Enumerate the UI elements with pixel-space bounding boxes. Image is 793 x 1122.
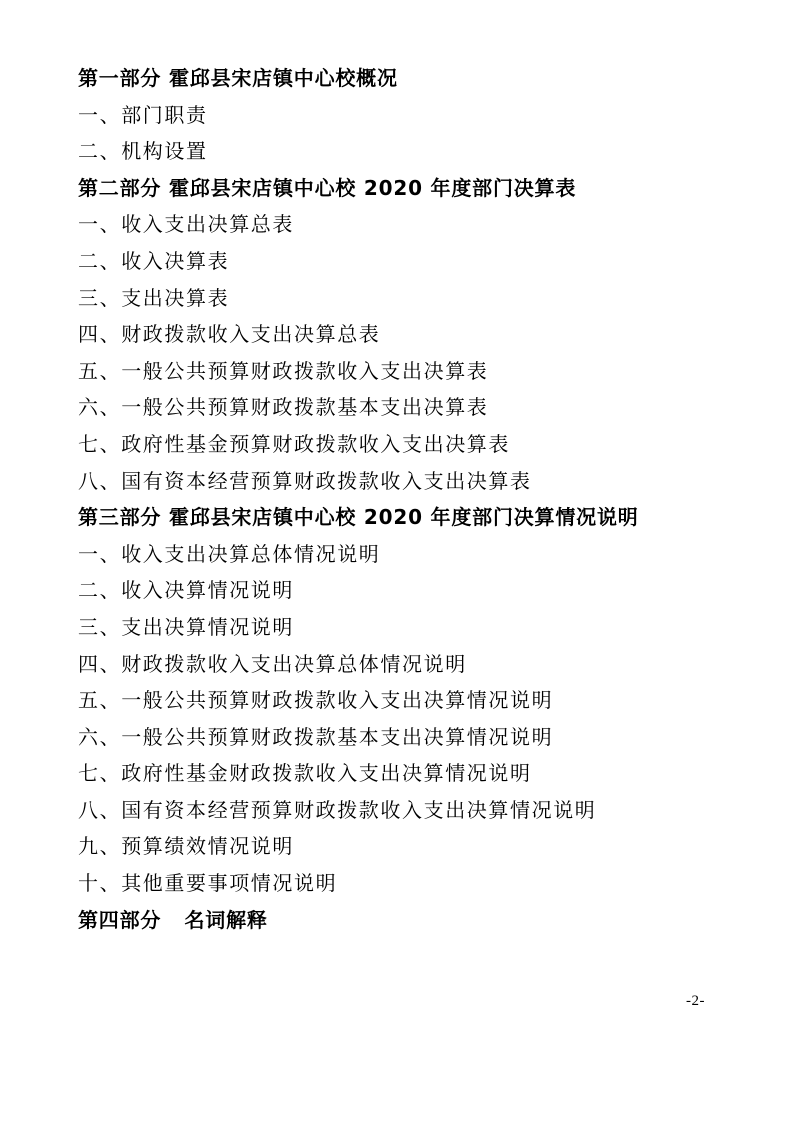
toc-item: 九、预算绩效情况说明 xyxy=(78,834,294,859)
toc-item: 一、部门职责 xyxy=(78,102,208,127)
toc-item: 一、收入支出决算总表 xyxy=(78,212,294,237)
part-2-heading: 第二部分 霍邱县宋店镇中心校 2020 年度部门决算表 xyxy=(78,175,577,200)
toc-item: 七、政府性基金预算财政拨款收入支出决算表 xyxy=(78,431,510,456)
toc-item: 八、国有资本经营预算财政拨款收入支出决算情况说明 xyxy=(78,797,597,822)
toc-item: 一、收入支出决算总体情况说明 xyxy=(78,541,381,566)
toc-item: 五、一般公共预算财政拨款收入支出决算表 xyxy=(78,358,489,383)
part-3-heading: 第三部分 霍邱县宋店镇中心校 2020 年度部门决算情况说明 xyxy=(78,505,639,530)
toc-item: 二、机构设置 xyxy=(78,139,208,164)
toc-item: 二、收入决算表 xyxy=(78,248,230,273)
toc-item: 三、支出决算表 xyxy=(78,285,230,310)
part-1-heading: 第一部分 霍邱县宋店镇中心校概况 xyxy=(78,66,398,90)
toc-item: 二、收入决算情况说明 xyxy=(78,578,294,603)
toc-item: 四、财政拨款收入支出决算总表 xyxy=(78,322,381,347)
toc-item: 十、其他重要事项情况说明 xyxy=(78,871,338,896)
toc-item: 四、财政拨款收入支出决算总体情况说明 xyxy=(78,651,467,676)
toc-item: 六、一般公共预算财政拨款基本支出决算情况说明 xyxy=(78,724,554,749)
part-4-heading: 第四部分 名词解释 xyxy=(78,907,268,932)
toc-item: 八、国有资本经营预算财政拨款收入支出决算表 xyxy=(78,468,532,493)
page-number: -2- xyxy=(686,993,705,1009)
toc-item: 七、政府性基金财政拨款收入支出决算情况说明 xyxy=(78,761,532,786)
toc-item: 三、支出决算情况说明 xyxy=(78,614,294,639)
table-of-contents xyxy=(78,60,758,938)
toc-item: 五、一般公共预算财政拨款收入支出决算情况说明 xyxy=(78,688,554,713)
toc-item: 六、一般公共预算财政拨款基本支出决算表 xyxy=(78,395,489,420)
